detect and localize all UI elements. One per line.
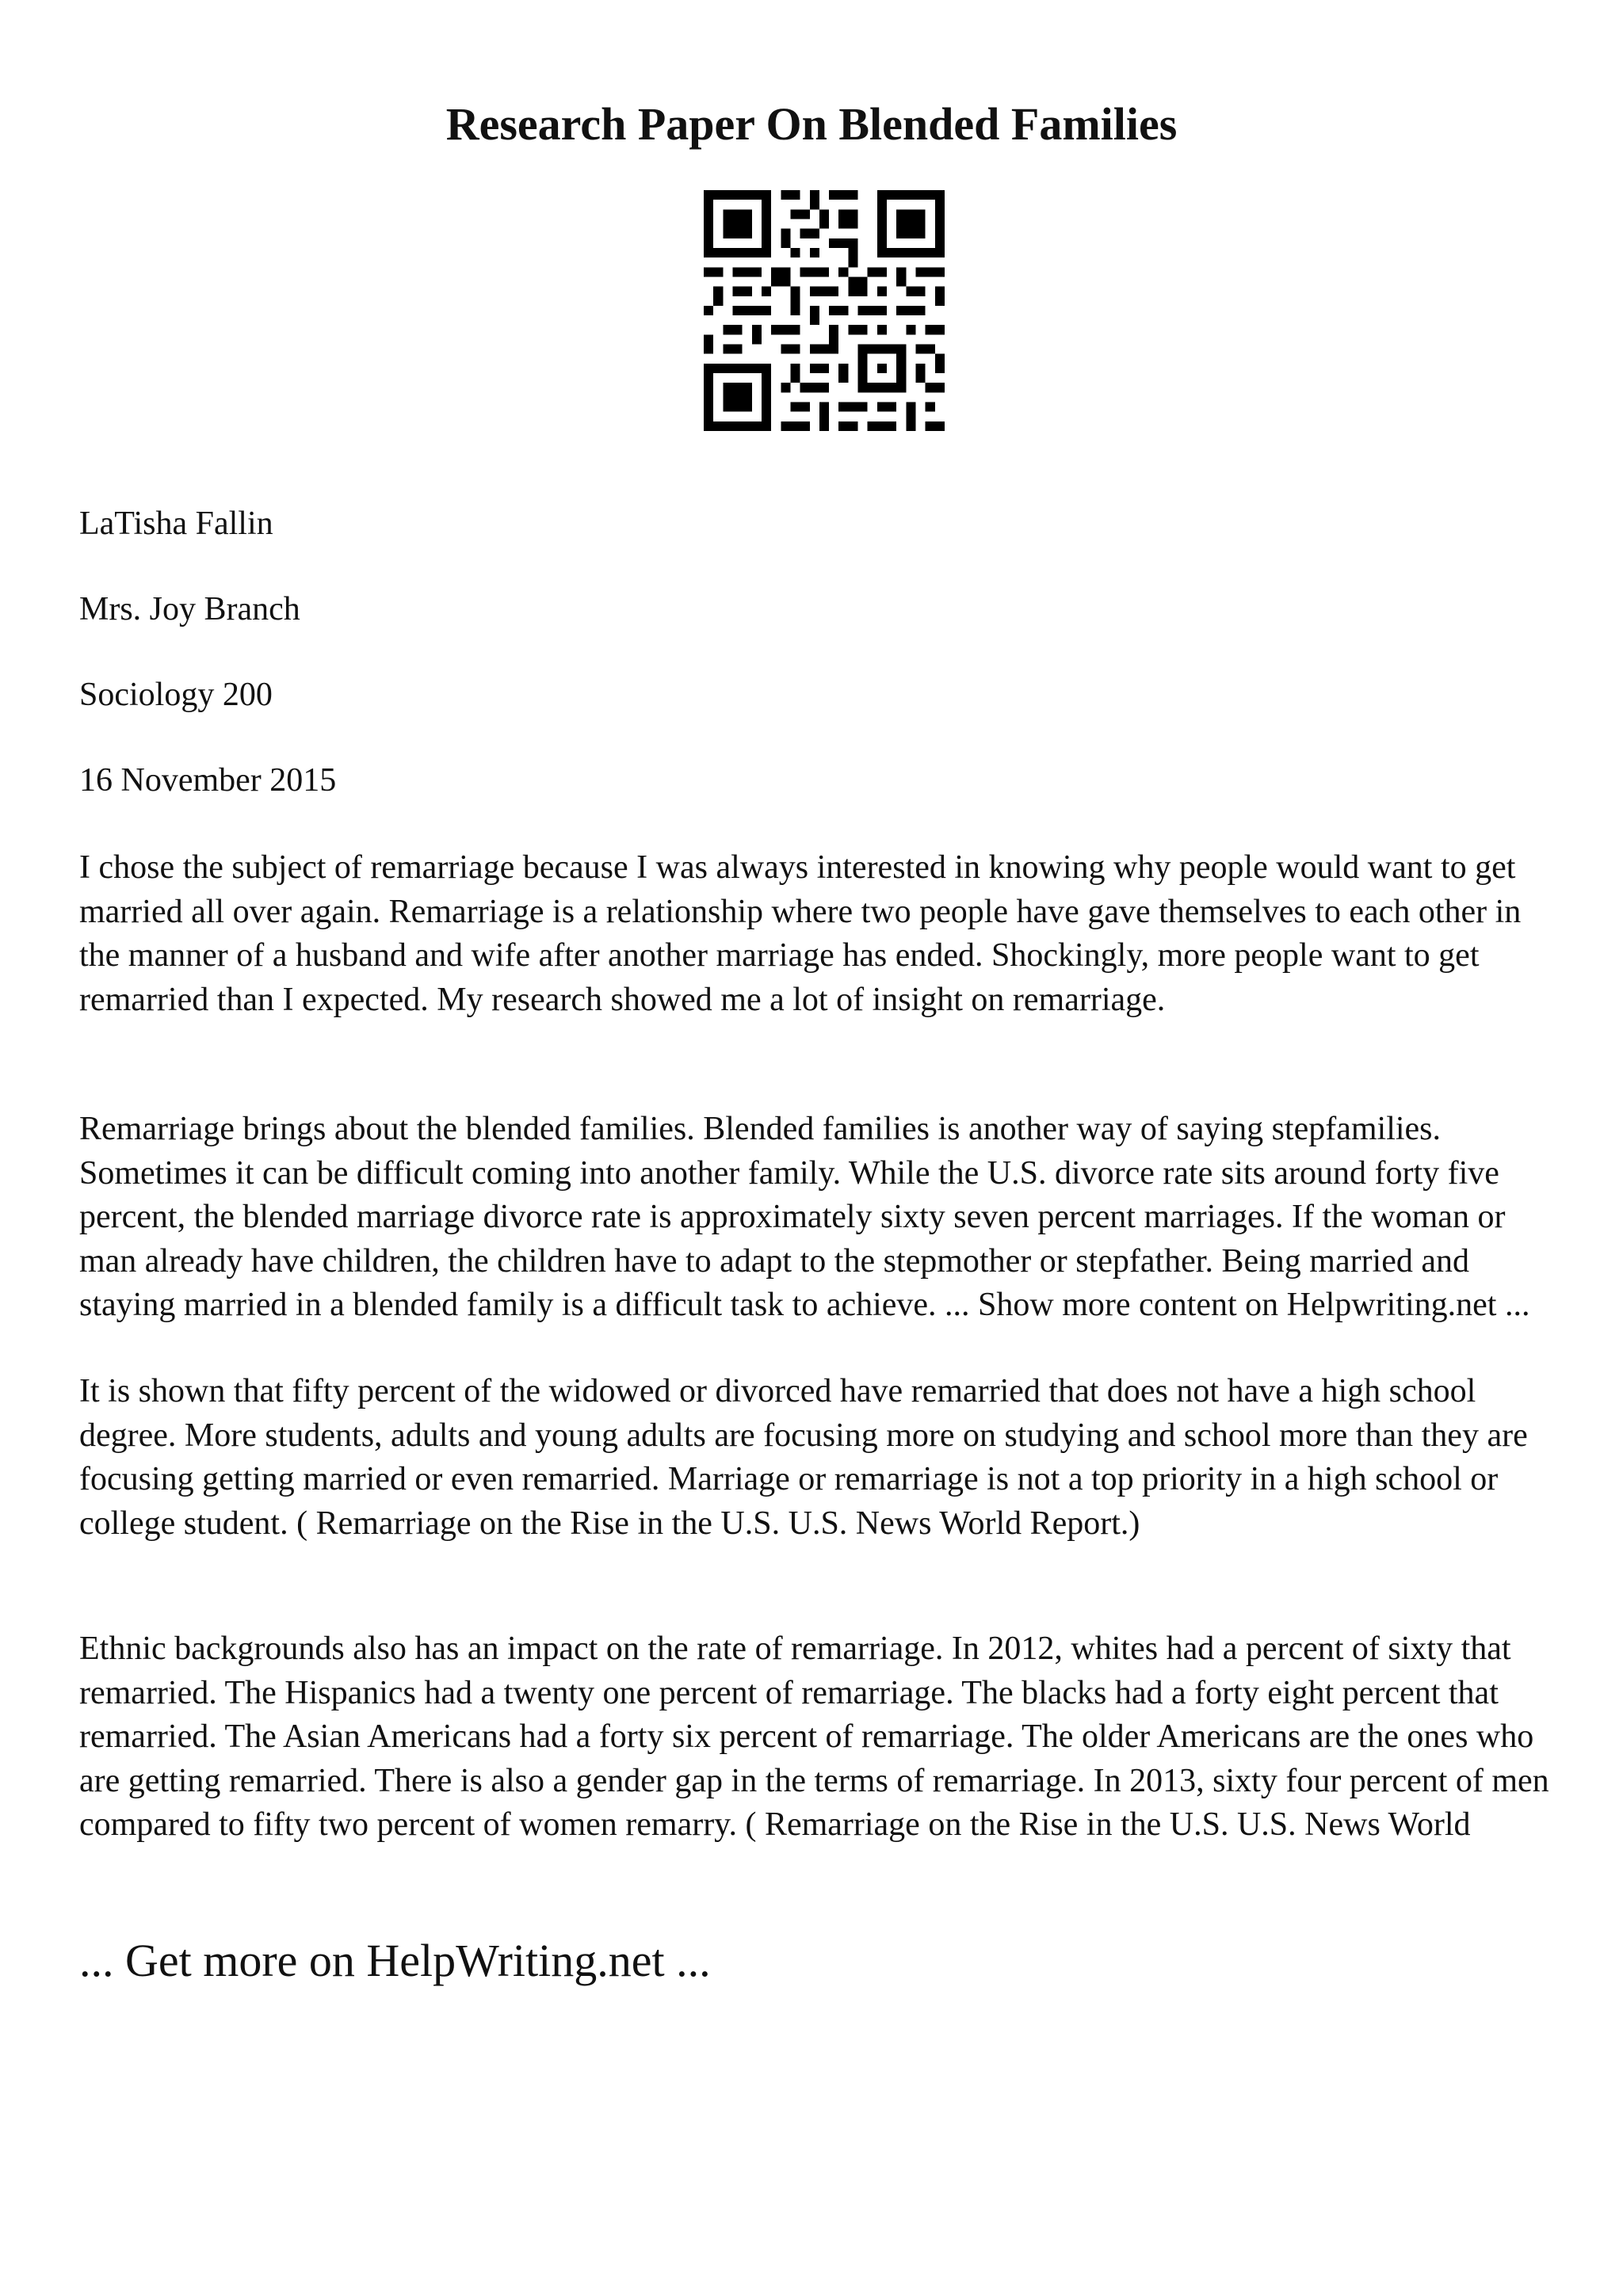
paragraph-ethnic-backgrounds: Ethnic backgrounds also has an impact on the rate of remarriage. In 2012, whites had a percent of sixty that remarried. The Hispanics had a twenty one percent of remarriage. The blacks had a forty eight percent that remarried. The Asian Americans had a forty six percent of remarriage. The older Americans are the ones who are getting remarried. There is also a gender gap in the terms of remarriage. In 2013, sixty four percent of men compared to fifty two percent of women remarry. ( Remarriage on the Rise in the U.S. U.S. News World [79, 1630, 1549, 1843]
paragraph-blended-families: Remarriage brings about the blended families. Blended families is another way of saying stepfamilies. Sometimes it can be difficult coming into another family. While the U.S. divorce rate sits around forty five percent, the blended marriage divorce rate is approximately sixty seven percent marriages. If the woman or man already have children, the children have to adapt to the stepmother or stepfather. Being married and staying married in a blended family is a difficult task to achieve. ... Show more content on Helpwriting.net ... [79, 1111, 1530, 1323]
qr-code-icon [704, 190, 945, 431]
paragraph-intro: I chose the subject of remarriage because I was always interested in knowing why people would want to get married all over again. Remarriage is a relationship where two people have gave themselves to each other in the manner of a husband and wife after another marriage has ended. Shockingly, more people want to get remarried than I expected. My research showed me a lot of insight on remarriage. [79, 849, 1522, 1018]
author-name: LaTisha Fallin [79, 505, 273, 542]
get-more-link[interactable]: ... Get more on HelpWriting.net ... [79, 1935, 711, 1986]
course-name: Sociology 200 [79, 677, 273, 713]
paragraph-education: It is shown that fifty percent of the widowed or divorced have remarried that does not have a high school degree. More students, adults and young adults are focusing more on studying and school more than they are focusing getting married or even remarried. Marriage or remarriage is not a top priority in a high school or college student. ( Remarriage on the Rise in the U.S. U.S. News World Report.) [79, 1373, 1528, 1542]
paper-date: 16 November 2015 [79, 762, 337, 799]
instructor-name: Mrs. Joy Branch [79, 591, 300, 627]
page-title: Research Paper On Blended Families [445, 98, 1178, 150]
